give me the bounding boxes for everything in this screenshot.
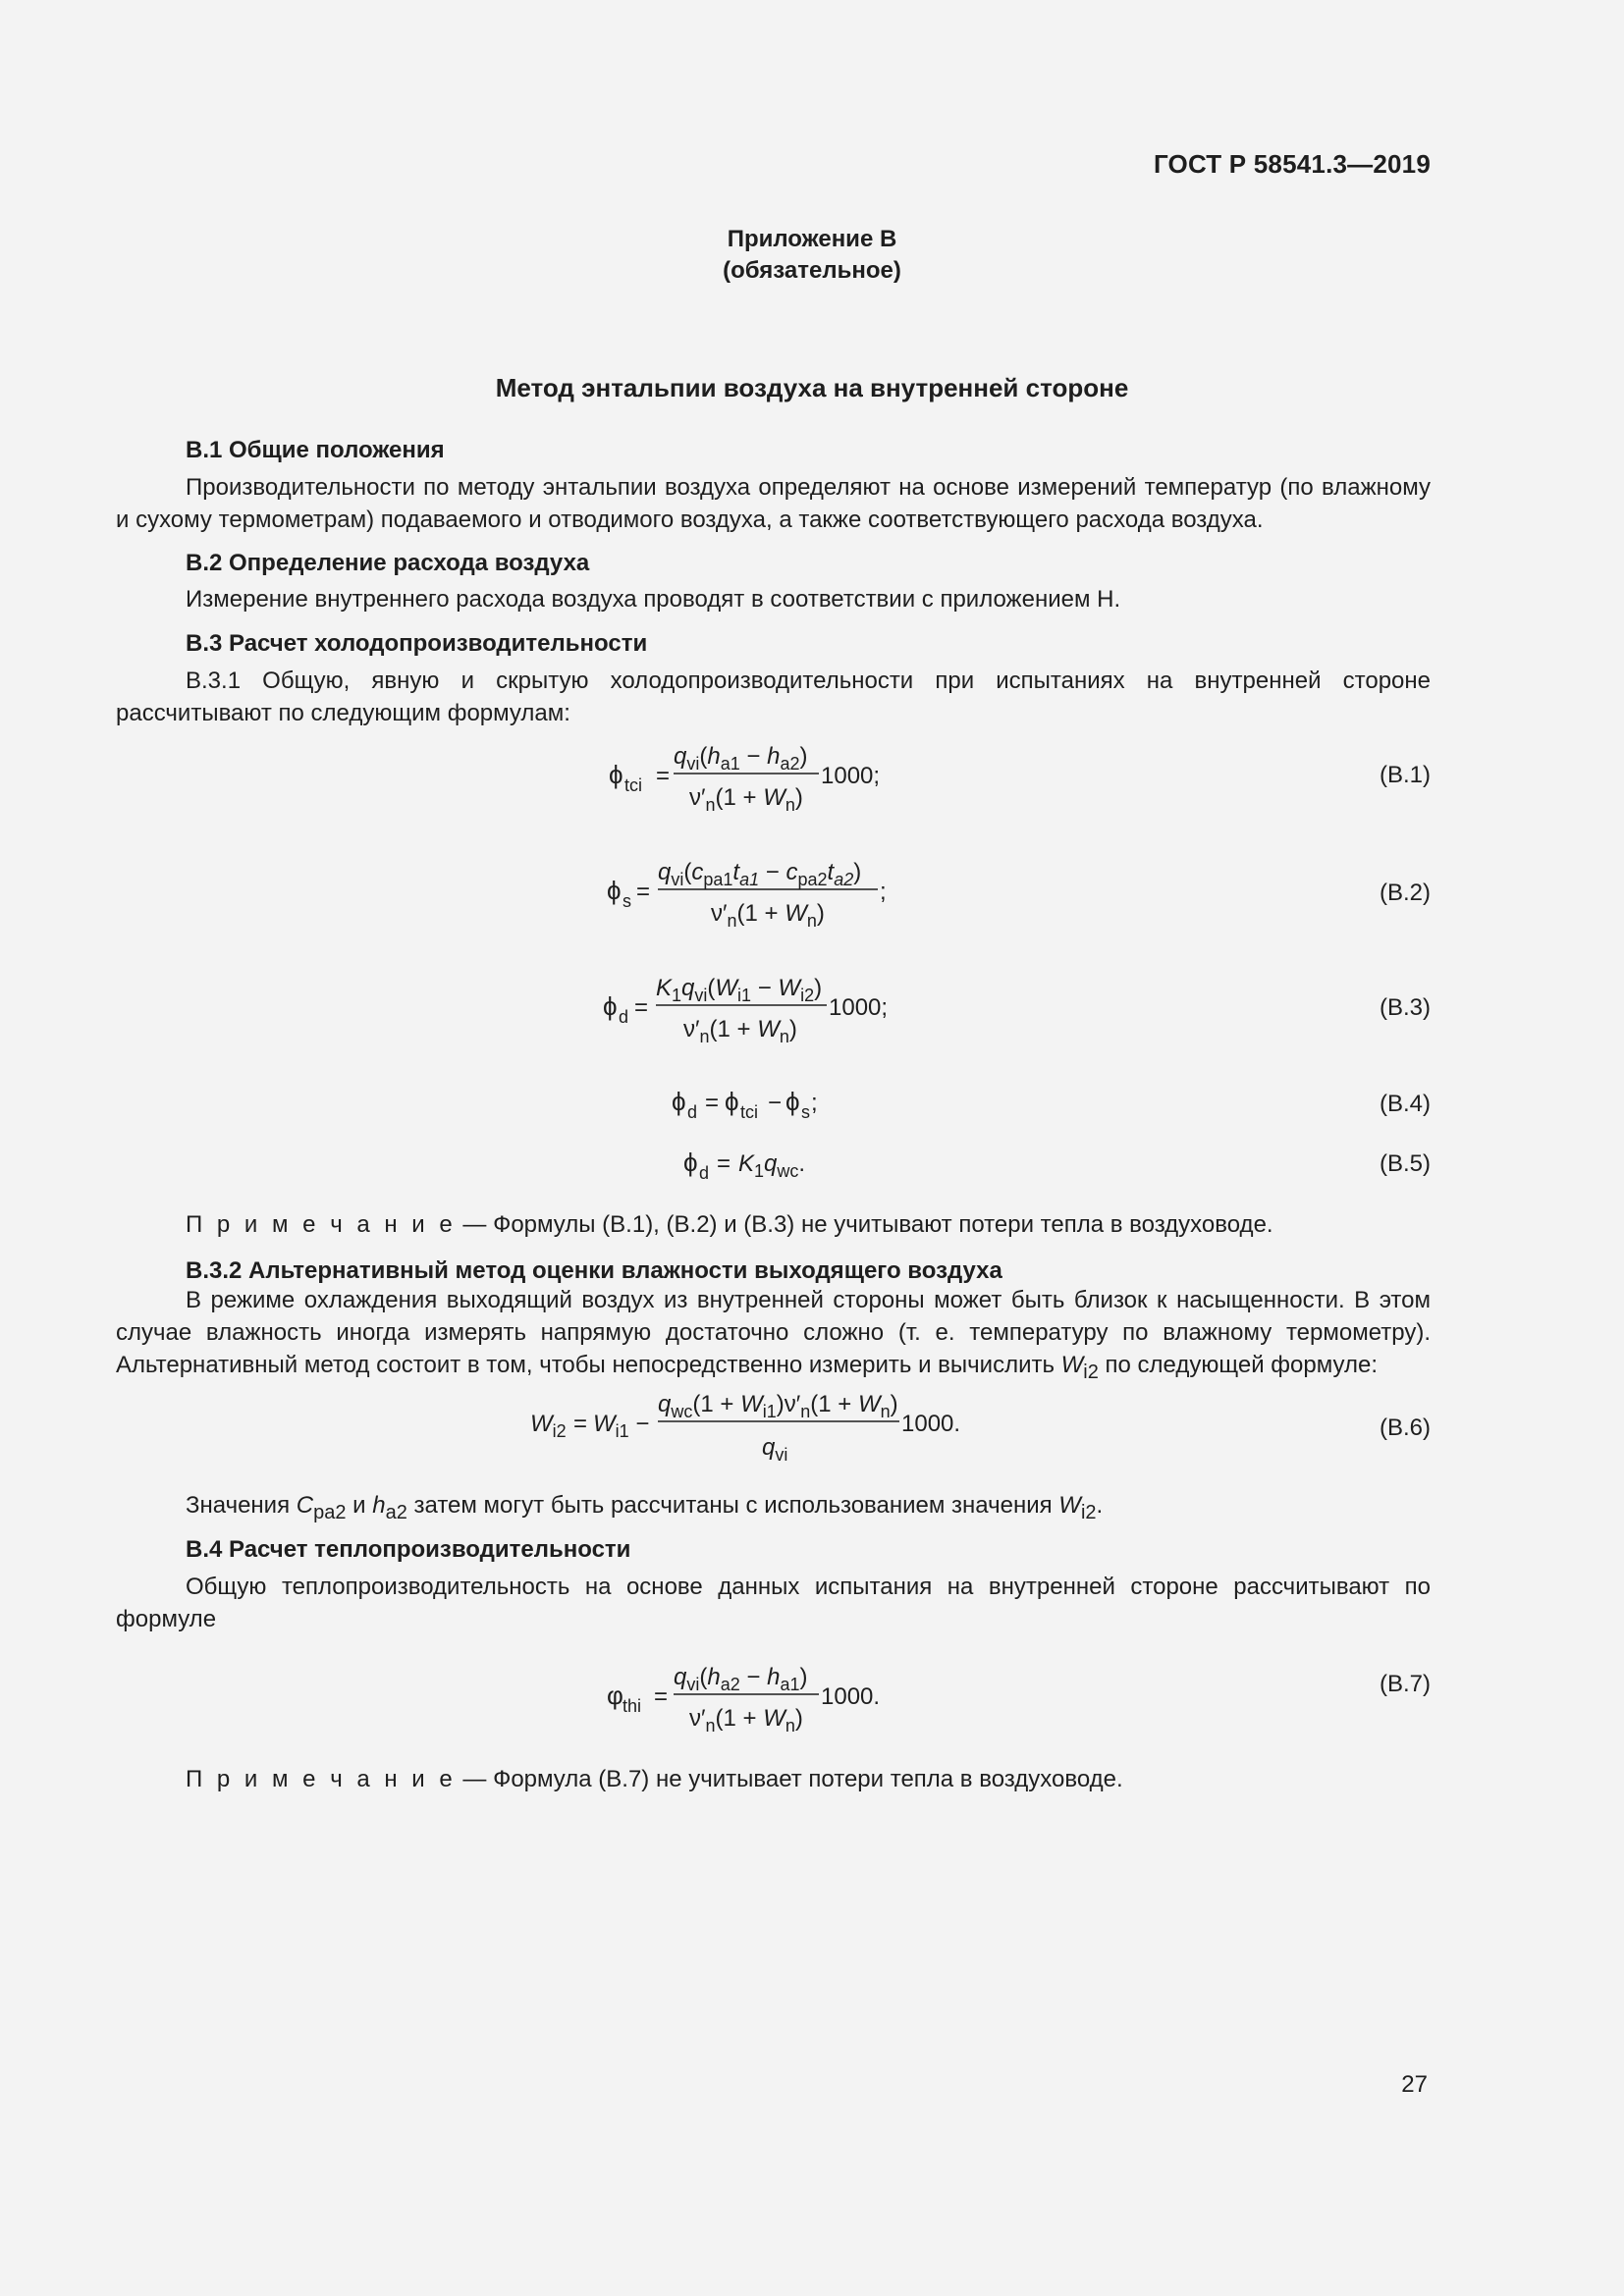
equation-b1: [609, 738, 903, 833]
appendix-status: (обязательное): [723, 257, 901, 284]
equation-b5-number: (В.5): [1379, 1150, 1431, 1177]
svg-text:;: ;: [880, 879, 887, 905]
equation-b1-number: (В.1): [1379, 762, 1431, 788]
svg-text:ϕ: ϕ: [785, 1087, 800, 1116]
section-b4-note: [186, 1766, 1123, 1793]
svg-text:ϕ: ϕ: [672, 1087, 686, 1116]
svg-text:1000;: 1000;: [829, 994, 889, 1021]
equation-b2: [607, 854, 921, 949]
note-label: П р и м е ч а н и е: [186, 1211, 457, 1238]
svg-text:thi: thi: [623, 1696, 642, 1716]
page-number: 27: [1401, 2071, 1428, 2098]
page-title: Метод энтальпии воздуха на внутренней стороне: [495, 373, 1129, 402]
svg-text:s: s: [801, 1102, 810, 1122]
svg-text:1000;: 1000;: [821, 763, 881, 789]
section-b32-text: В режиме охлаждения выходящий воздух из внутренней стороны может быть близок к насыщенности. В этом случае влажность иногда измерять напрямую достаточно сложно (т. е. температуру по влажному термометру). Альтернативный метод состоит в том, чтобы непосредственно измерить и вычислить $W_{i2}$ по следующей формуле:: [116, 1287, 1431, 1383]
svg-text:K1qvi(Wi1 − Wi2): $K_1q_{vi}(W_{i1} - W_{i2})$: [656, 975, 823, 1005]
equation-b4-number: (В.4): [1379, 1091, 1431, 1117]
svg-text:qvi(cpa1ta1 − cpa2ta2): $q_{vi}(c_{pa1}t_{a1} - c_{pa2}t_{a2})$: [658, 859, 862, 889]
svg-text:tci: tci: [740, 1102, 758, 1122]
svg-text:d: d: [687, 1102, 698, 1122]
equation-b7: [607, 1659, 901, 1754]
svg-text:ν′n(1 + Wn): $\nu'_n(1 + W_n)$: [689, 784, 803, 815]
svg-text:d: d: [699, 1163, 710, 1183]
svg-text:=: =: [656, 763, 671, 789]
section-b4-heading: В.4 Расчет теплопроизводительности: [186, 1536, 631, 1563]
section-b32-after-text: Значения $C_{pa2}$ и $h_{a2}$ затем могут быть рассчитаны с использованием значения $W_{i2}$.: [186, 1492, 1104, 1523]
svg-text:ν′n(1 + Wn): $\nu'_n(1 + W_n)$: [711, 900, 825, 931]
section-b2-text: Измерение внутреннего расхода воздуха проводят в соответствии с приложением Н.: [186, 586, 1121, 613]
appendix-label: Приложение В: [727, 226, 897, 252]
svg-text:ϕ: ϕ: [725, 1087, 739, 1116]
section-b1-text: Производительности по методу энтальпии воздуха определяют на основе измерений температур (по влажному и сухому термометрам) подаваемого и отводимого воздуха, а также соответствующего расхода воздуха.: [116, 474, 1431, 533]
section-b32-heading: В.3.2 Альтернативный метод оценки влажности выходящего воздуха: [186, 1257, 1002, 1284]
svg-text:qvi(ha1 − ha2): $q_{vi}(h_{a1} - h_{a2})$: [674, 743, 808, 774]
note-label: П р и м е ч а н и е: [186, 1766, 457, 1792]
equation-b6-number: (В.6): [1379, 1415, 1431, 1441]
svg-text:ν′n(1 + Wn): $\nu'_n(1 + W_n)$: [683, 1016, 797, 1046]
svg-text:tci: tci: [624, 775, 642, 795]
svg-text:ν′n(1 + Wn): $\nu'_n(1 + W_n)$: [689, 1705, 803, 1735]
svg-text:−: −: [768, 1090, 783, 1116]
svg-text:ϕ: ϕ: [607, 876, 622, 905]
svg-text:qvi(ha2 − ha1): $q_{vi}(h_{a2} - h_{a1})$: [674, 1664, 808, 1694]
svg-text:;: ;: [811, 1090, 818, 1116]
svg-text:qwc(1 + Wi1)ν′n(1 + Wn): $q_{wc}(1 + W_{i1})\nu'_n(1 + W_n)$: [658, 1391, 898, 1421]
svg-text:=: =: [634, 994, 649, 1021]
svg-text:=: =: [705, 1090, 720, 1116]
svg-text:ϕ: ϕ: [603, 991, 618, 1021]
svg-text:ϕ: ϕ: [683, 1148, 698, 1177]
svg-text:qvi: $q_{vi}$: [762, 1434, 788, 1465]
svg-text:=: =: [636, 879, 651, 905]
svg-text:φ: φ: [607, 1681, 623, 1710]
svg-text:Wi1 −: $W_{i1}$ −: [593, 1411, 650, 1441]
equation-b4: [672, 1085, 868, 1131]
standard-code: ГОСТ Р 58541.3—2019: [1153, 149, 1431, 179]
equation-b6: [530, 1386, 982, 1481]
equation-b3: [603, 970, 917, 1065]
section-b3-note: [186, 1211, 1273, 1239]
equation-b3-number: (В.3): [1379, 994, 1431, 1021]
svg-text:Wi2: $W_{i2}$: [530, 1411, 567, 1441]
svg-text:=: =: [573, 1411, 588, 1437]
svg-text:d: d: [619, 1007, 629, 1027]
svg-text:ϕ: ϕ: [609, 760, 623, 789]
svg-text:=: =: [654, 1683, 669, 1710]
equation-b5: [683, 1146, 840, 1192]
section-b31-text: В.3.1 Общую, явную и скрытую холодопроизводительности при испытаниях на внутренней стороне рассчитывают по следующим формулам:: [116, 667, 1431, 726]
svg-text:1000.: 1000.: [821, 1683, 881, 1710]
note-text: — Формулы (В.1), (В.2) и (В.3) не учитывают потери тепла в воздуховоде.: [456, 1211, 1273, 1238]
equation-b7-number: (В.7): [1379, 1671, 1431, 1697]
svg-text:K1qwc.: $K_1q_{wc}$.: [738, 1150, 806, 1181]
svg-text:1000.: 1000.: [901, 1411, 961, 1437]
section-b1-heading: В.1 Общие положения: [186, 437, 445, 463]
note-text: — Формула (В.7) не учитывает потери тепла в воздуховоде.: [456, 1766, 1123, 1792]
section-b3-heading: В.3 Расчет холодопроизводительности: [186, 630, 648, 657]
section-b2-heading: В.2 Определение расхода воздуха: [186, 550, 590, 576]
svg-text:=: =: [717, 1150, 731, 1177]
section-b4-text: Общую теплопроизводительность на основе данных испытания на внутренней стороне рассчитывают по формуле: [116, 1574, 1431, 1632]
svg-text:s: s: [623, 891, 631, 911]
equation-b2-number: (В.2): [1379, 880, 1431, 906]
